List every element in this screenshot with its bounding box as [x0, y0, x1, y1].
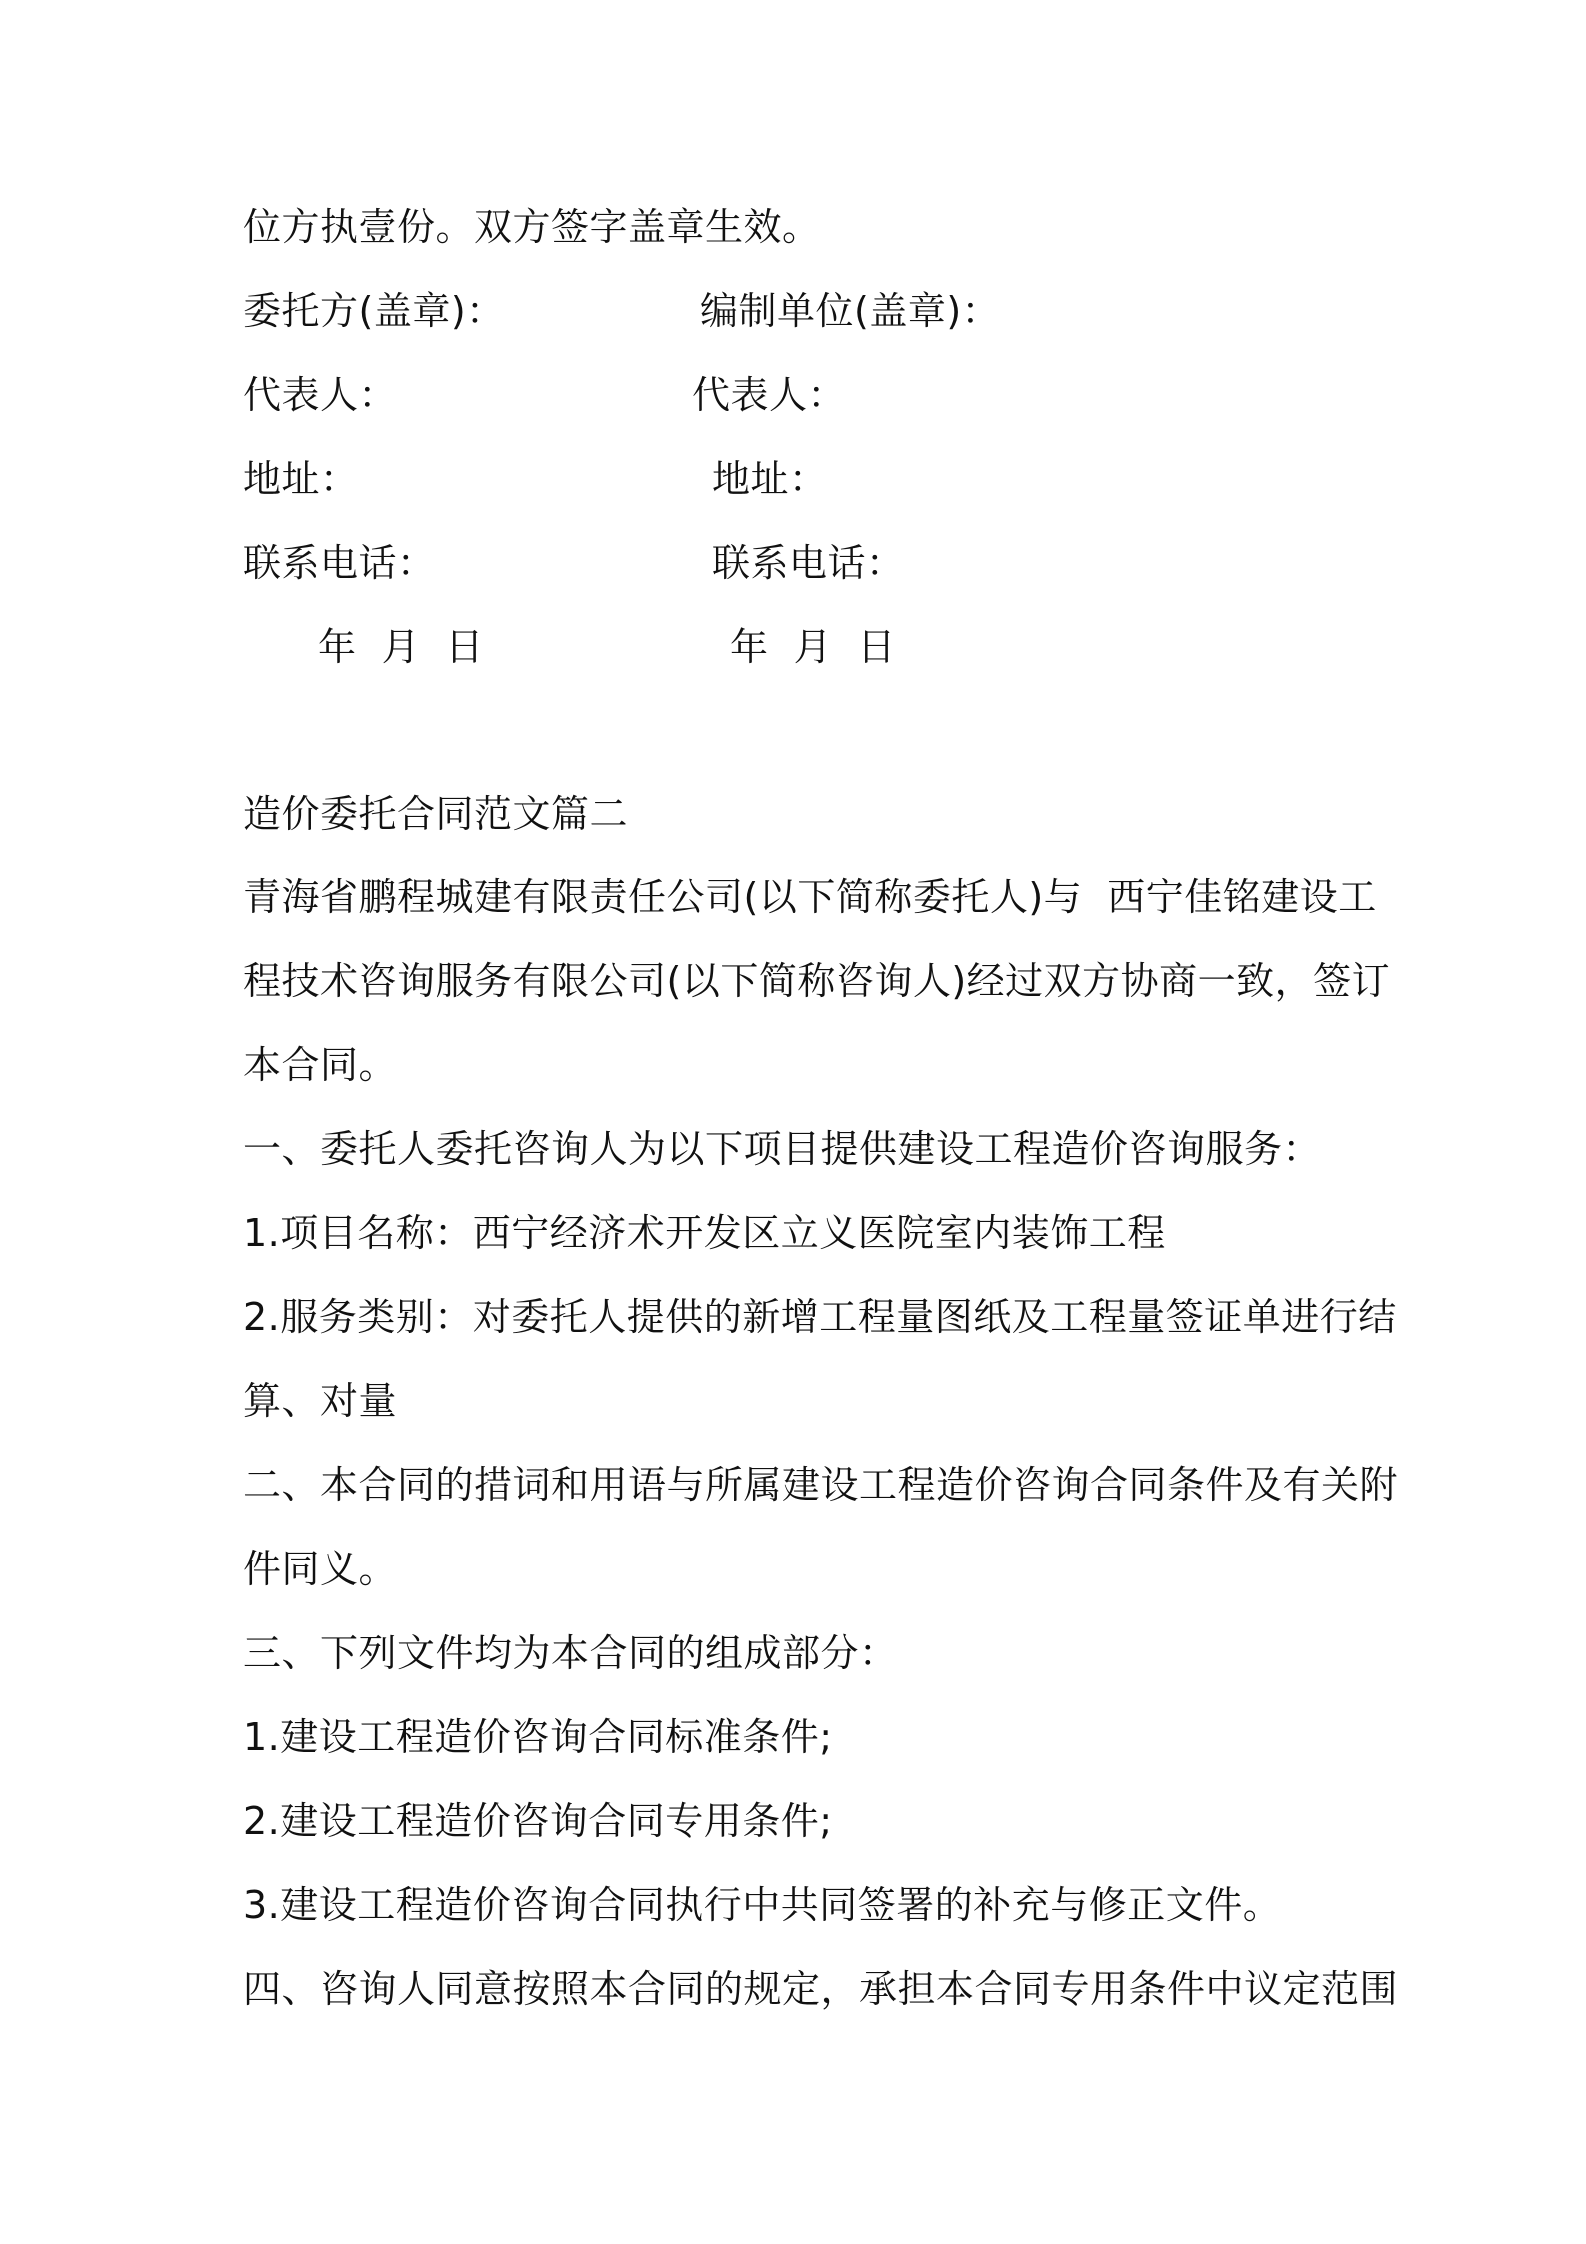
- right-party-label: 编制单位(盖章)：: [700, 289, 1001, 333]
- section-title: 造价委托合同范文篇二: [243, 792, 629, 836]
- right-representative-label: 代表人：: [692, 373, 847, 417]
- left-address-label: 地址：: [243, 457, 359, 501]
- body-line: 1.建设工程造价咨询合同标准条件;: [243, 1715, 833, 1759]
- body-line: 程技术咨询服务有限公司(以下简称咨询人)经过双方协商一致，签订: [243, 959, 1391, 1003]
- body-line: 1.项目名称：西宁经济术开发区立义医院室内装饰工程: [243, 1211, 1166, 1255]
- left-phone-label: 联系电话：: [243, 541, 436, 585]
- left-date-label: 年 月 日: [318, 625, 484, 669]
- body-line: 四、咨询人同意按照本合同的规定，承担本合同专用条件中议定范围: [243, 1967, 1399, 2011]
- body-line: 3.建设工程造价咨询合同执行中共同签署的补充与修正文件。: [243, 1883, 1282, 1927]
- body-line: 件同义。: [243, 1547, 398, 1591]
- right-address-label: 地址：: [712, 457, 828, 501]
- right-date-label: 年 月 日: [730, 625, 896, 669]
- body-line: 算、对量: [243, 1379, 398, 1423]
- body-line: 2.建设工程造价咨询合同专用条件;: [243, 1799, 833, 1843]
- body-line: 青海省鹏程城建有限责任公司(以下简称委托人)与 西宁佳铭建设工: [243, 875, 1377, 919]
- right-phone-label: 联系电话：: [712, 541, 905, 585]
- body-line: 二、本合同的措词和用语与所属建设工程造价咨询合同条件及有关附: [243, 1463, 1399, 1507]
- body-line: 本合同。: [243, 1043, 398, 1087]
- body-line: 三、下列文件均为本合同的组成部分：: [243, 1631, 898, 1675]
- closing-line: 位方执壹份。双方签字盖章生效。: [243, 205, 821, 249]
- body-line: 2.服务类别：对委托人提供的新增工程量图纸及工程量签证单进行结: [243, 1295, 1397, 1339]
- left-representative-label: 代表人：: [243, 373, 398, 417]
- left-party-label: 委托方(盖章)：: [243, 289, 505, 333]
- body-line: 一、委托人委托咨询人为以下项目提供建设工程造价咨询服务：: [243, 1127, 1322, 1171]
